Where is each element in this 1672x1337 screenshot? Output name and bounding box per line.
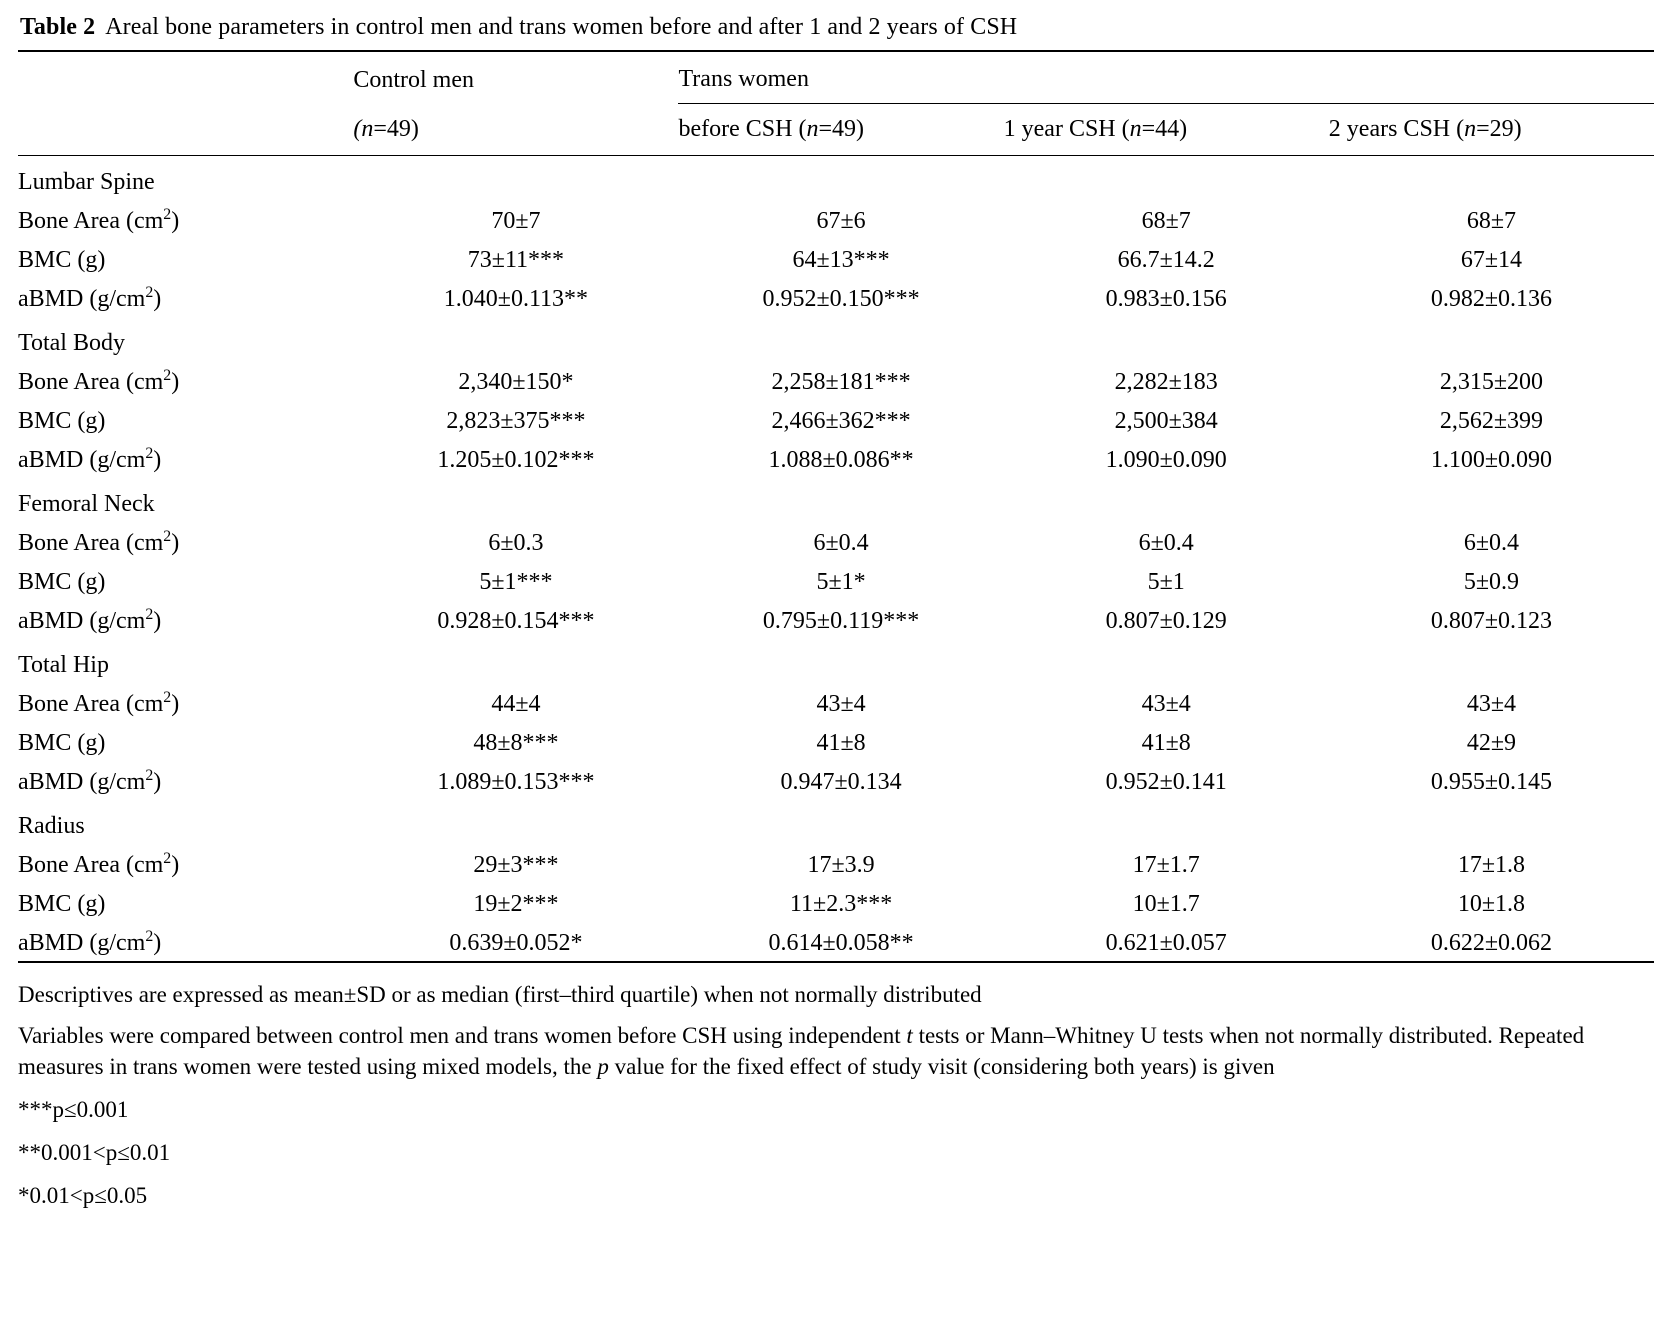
cell-value: 2,282±183 <box>1114 369 1218 395</box>
cell-value: 0.982±0.136 <box>1430 286 1552 312</box>
footnote-descriptives: Descriptives are expressed as mean±SD or as median (first–third quartile) when not normally distributed <box>18 982 982 1007</box>
footnote-italic-t: t <box>906 1023 913 1049</box>
cell-value: 17±3.9 <box>807 852 875 878</box>
cell-value: 67±6 <box>816 208 866 234</box>
cell-value: 11±2.3*** <box>789 891 893 917</box>
cell-value: 17±1.7 <box>1132 852 1200 878</box>
cell-value: 6±0.4 <box>1138 530 1194 556</box>
cell-value: 5±1* <box>816 569 866 595</box>
cell-value: 0.622±0.062 <box>1430 930 1552 956</box>
cell-value: 2,562±399 <box>1439 408 1543 434</box>
cell-value: 43±4 <box>1466 691 1516 717</box>
cell-value: 68±7 <box>1141 208 1191 234</box>
cell-value: 0.947±0.134 <box>780 769 902 795</box>
bone-parameters-table <box>18 50 1654 967</box>
cell-value: 48±8*** <box>473 730 559 756</box>
row-label-bone-area: Bone Area $(cm^2)$ <box>18 850 180 878</box>
cell-value: 6±0.4 <box>813 530 869 556</box>
row-label-abmd: aBMD $(g/cm^2)$ <box>18 928 162 956</box>
table-bottom-rule <box>18 962 1654 967</box>
caption-label: Table 2 <box>20 14 96 40</box>
table-row <box>18 761 1654 800</box>
cell-value: 70±7 <box>491 208 541 234</box>
table-row <box>18 683 1654 722</box>
cell-value: 19±2*** <box>473 891 559 917</box>
section-header-row <box>18 800 1654 844</box>
footnote-italic-p: p <box>597 1054 609 1080</box>
cell-value: 17±1.8 <box>1457 852 1525 878</box>
table-row <box>18 278 1654 317</box>
footnote-stat-part1: Variables were compared between control men and trans women before CSH using independent <box>18 1023 907 1049</box>
table-row <box>18 361 1654 400</box>
header-trans-before: before CSH (n=49) <box>678 116 864 142</box>
cell-value: 0.955±0.145 <box>1430 769 1552 795</box>
section-header-row <box>18 317 1654 361</box>
header-group-trans-women: Trans women <box>678 51 1654 104</box>
table-header-row-2 <box>18 104 1654 156</box>
row-label-bone-area: Bone Area $(cm^2)$ <box>18 367 180 395</box>
table-row <box>18 439 1654 478</box>
cell-value: 0.795±0.119*** <box>762 608 920 634</box>
cell-value: 0.621±0.057 <box>1105 930 1227 956</box>
header-group-control-men: Control men <box>353 51 678 104</box>
cell-value: 5±1*** <box>479 569 553 595</box>
row-label-bmc: BMC (g) <box>18 891 106 917</box>
cell-value: 67±14 <box>1460 247 1522 273</box>
section-name: Total Hip <box>18 652 109 678</box>
header-empty-cell-2 <box>18 104 353 156</box>
table-row <box>18 239 1654 278</box>
cell-value: 1.088±0.086** <box>768 447 914 473</box>
cell-value: 41±8 <box>816 730 866 756</box>
row-label-abmd: aBMD $(g/cm^2)$ <box>18 767 162 795</box>
cell-value: 0.807±0.129 <box>1105 608 1227 634</box>
row-label-bmc: BMC (g) <box>18 730 106 756</box>
table-row <box>18 922 1654 962</box>
cell-value: 0.614±0.058** <box>768 930 914 956</box>
header-control-n: (n=49) <box>353 116 419 142</box>
cell-value: 1.040±0.113** <box>443 286 589 312</box>
table-row <box>18 400 1654 439</box>
section-name: Radius <box>18 813 85 839</box>
cell-value: 73±11*** <box>467 247 565 273</box>
header-trans-2years: 2 years CSH (n=29) <box>1328 116 1522 142</box>
cell-value: 10±1.7 <box>1132 891 1200 917</box>
section-name: Total Body <box>18 330 125 356</box>
cell-value: 68±7 <box>1466 208 1516 234</box>
cell-value: 0.928±0.154*** <box>437 608 595 634</box>
cell-value: 10±1.8 <box>1457 891 1525 917</box>
cell-value: 0.807±0.123 <box>1430 608 1552 634</box>
row-label-abmd: aBMD $(g/cm^2)$ <box>18 445 162 473</box>
section-header-row <box>18 639 1654 683</box>
header-trans-1year: 1 year CSH (n=44) <box>1003 116 1188 142</box>
footnote-stat-part3: value for the fixed effect of study visit (considering both years) is given <box>608 1054 1275 1080</box>
footnote-stat-part2: tests or Mann–Whitney U tests when not normally distributed. Repeated measures in trans women were tested using mixed models, the <box>18 1023 1585 1080</box>
cell-value: 0.983±0.156 <box>1105 286 1227 312</box>
cell-value: 2,500±384 <box>1114 408 1218 434</box>
row-label-abmd: aBMD $(g/cm^2)$ <box>18 284 162 312</box>
cell-value: 5±1 <box>1147 569 1185 595</box>
table-footnotes <box>18 979 1654 1211</box>
footnote-sig-001: ***p≤0.001 <box>18 1097 129 1123</box>
table-header-row-1 <box>18 51 1654 104</box>
table-row <box>18 722 1654 761</box>
table-row <box>18 522 1654 561</box>
row-label-bmc: BMC (g) <box>18 408 106 434</box>
section-header-row <box>18 478 1654 522</box>
cell-value: 44±4 <box>491 691 541 717</box>
cell-value: 5±0.9 <box>1463 569 1519 595</box>
cell-value: 2,340±150* <box>458 369 574 395</box>
footnote-sig-01: **0.001<p≤0.01 <box>18 1140 171 1166</box>
cell-value: 1.090±0.090 <box>1105 447 1227 473</box>
cell-value: 2,258±181*** <box>771 369 911 395</box>
row-label-abmd: aBMD $(g/cm^2)$ <box>18 606 162 634</box>
cell-value: 2,466±362*** <box>771 408 911 434</box>
cell-value: 2,823±375*** <box>446 408 586 434</box>
cell-value: 29±3*** <box>473 852 559 878</box>
table-row <box>18 200 1654 239</box>
cell-value: 41±8 <box>1141 730 1191 756</box>
table-row <box>18 844 1654 883</box>
section-header-row <box>18 156 1654 201</box>
section-name: Femoral Neck <box>18 491 155 517</box>
row-label-bmc: BMC (g) <box>18 247 106 273</box>
row-label-bone-area: Bone Area $(cm^2)$ <box>18 206 180 234</box>
table-row <box>18 561 1654 600</box>
cell-value: 6±0.3 <box>488 530 544 556</box>
table-caption <box>20 12 1654 42</box>
cell-value: 42±9 <box>1466 730 1516 756</box>
cell-value: 1.100±0.090 <box>1430 447 1552 473</box>
cell-value: 43±4 <box>816 691 866 717</box>
row-label-bone-area: Bone Area $(cm^2)$ <box>18 689 180 717</box>
cell-value: 0.952±0.141 <box>1105 769 1227 795</box>
footnote-sig-05: *0.01<p≤0.05 <box>18 1183 148 1209</box>
cell-value: 0.952±0.150*** <box>762 286 920 312</box>
cell-value: 1.205±0.102*** <box>437 447 595 473</box>
cell-value: 1.089±0.153*** <box>437 769 595 795</box>
table-row <box>18 600 1654 639</box>
row-label-bmc: BMC (g) <box>18 569 106 595</box>
cell-value: 66.7±14.2 <box>1117 247 1215 273</box>
table-row <box>18 883 1654 922</box>
footnote-statistics <box>18 1020 1654 1082</box>
header-empty-cell <box>18 51 353 104</box>
cell-value: 0.639±0.052* <box>449 930 583 956</box>
cell-value: 2,315±200 <box>1439 369 1543 395</box>
row-label-bone-area: Bone Area $(cm^2)$ <box>18 528 180 556</box>
section-name: Lumbar Spine <box>18 156 353 201</box>
cell-value: 64±13*** <box>792 247 890 273</box>
cell-value: 6±0.4 <box>1463 530 1519 556</box>
caption-text: Areal bone parameters in control men and trans women before and after 1 and 2 years of CSH <box>105 14 1018 40</box>
cell-value: 43±4 <box>1141 691 1191 717</box>
